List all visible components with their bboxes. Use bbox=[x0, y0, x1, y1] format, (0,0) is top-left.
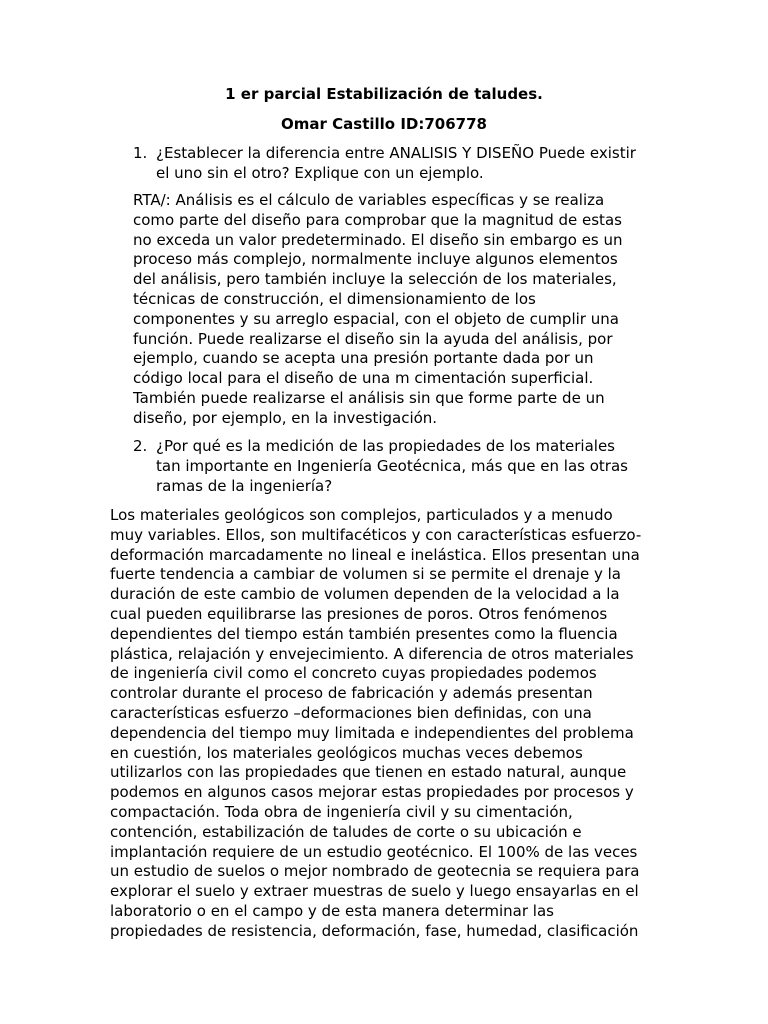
text-line: características esfuerzo –deformaciones bien definidas, con una bbox=[110, 703, 592, 722]
text-line: propiedades de resistencia, deformación, fase, humedad, clasificación bbox=[110, 921, 639, 940]
text-line: podemos en algunos casos mejorar estas propiedades por procesos y bbox=[110, 783, 634, 802]
text-line: ejemplo, cuando se acepta una presión portante dada por un bbox=[133, 349, 594, 368]
document-author: Omar Castillo ID:706778 bbox=[281, 115, 487, 133]
text-line: como parte del diseño para comprobar que la magnitud de estas bbox=[133, 210, 622, 229]
text-line: muy variables. Ellos, son multifacéticos y con características esfuerzo- bbox=[110, 525, 642, 544]
text-line: un estudio de suelos o mejor nombrado de geotecnia se requiera para bbox=[110, 862, 640, 881]
text-line: compactación. Toda obra de ingeniería civil y su cimentación, bbox=[110, 802, 573, 821]
text-line: proceso más complejo, normalmente incluye algunos elementos bbox=[133, 250, 618, 269]
text-line: Los materiales geológicos son complejos, particulados y a menudo bbox=[110, 506, 613, 524]
answer-2 bbox=[110, 506, 641, 942]
text-line: plástica, relajación y envejecimiento. A diferencia de otros materiales bbox=[110, 644, 634, 663]
text-line: en cuestión, los materiales geológicos muchas veces debemos bbox=[110, 743, 583, 762]
text-line: laboratorio o en el campo y de esta manera determinar las bbox=[110, 901, 554, 920]
text-line: También puede realizarse el análisis sin que forme parte de un bbox=[133, 388, 605, 407]
text-line: cual pueden equilibrarse las presiones de poros. Otros fenómenos bbox=[110, 604, 608, 623]
text-line: controlar durante el proceso de fabricación y además presentan bbox=[110, 684, 593, 703]
text-line: implantación requiere de un estudio geotécnico. El 100% de las veces bbox=[110, 842, 638, 861]
text-line: ramas de la ingeniería? bbox=[156, 476, 333, 495]
document-title: 1 er parcial Estabilización de taludes. bbox=[225, 85, 543, 103]
text-line: explorar el suelo y extraer muestras de suelo y luego ensayarlas en el bbox=[110, 882, 639, 901]
question-2-number: 2. bbox=[133, 437, 148, 455]
text-line: del análisis, pero también incluye la selección de los materiales, bbox=[133, 270, 617, 289]
text-line: fuerte tendencia a cambiar de volumen si se permite el drenaje y la bbox=[110, 565, 621, 584]
text-line: RTA/: Análisis es el cálculo de variables específicas y se realiza bbox=[133, 191, 605, 209]
text-line: código local para el diseño de una m cimentación superficial. bbox=[133, 369, 594, 388]
text-line: tan importante en Ingeniería Geotécnica, más que en las otras bbox=[156, 456, 628, 475]
text-line: dependencia del tiempo muy limitada e independientes del problema bbox=[110, 723, 634, 742]
text-line: contención, estabilización de taludes de corte o su ubicación e bbox=[110, 822, 582, 841]
text-line: duración de este cambio de volumen dependen de la velocidad a la bbox=[110, 585, 620, 604]
text-line: función. Puede realizarse el diseño sin la ayuda del análisis, por bbox=[133, 329, 613, 348]
text-line: utilizarlos con las propiedades que tienen en estado natural, aunque bbox=[110, 763, 627, 782]
text-line: el uno sin el otro? Explique con un ejemplo. bbox=[156, 163, 484, 182]
text-line: componentes y su arreglo espacial, con el objeto de cumplir una bbox=[133, 309, 619, 328]
text-line: técnicas de construcción, el dimensionamiento de los bbox=[133, 289, 536, 308]
question-1-number: 1. bbox=[133, 144, 148, 162]
question-1-text bbox=[156, 144, 636, 184]
answer-1 bbox=[133, 191, 623, 429]
text-line: ¿Establecer la diferencia entre ANALISIS Y DISEÑO Puede existir bbox=[156, 144, 636, 162]
text-line: diseño, por ejemplo, en la investigación. bbox=[133, 408, 438, 427]
text-line: no exceda un valor predeterminado. El diseño sin embargo es un bbox=[133, 230, 623, 249]
text-line: ¿Por qué es la medición de las propiedades de los materiales bbox=[156, 437, 616, 455]
question-2-text bbox=[156, 437, 628, 496]
text-line: dependientes del tiempo están también presentes como la fluencia bbox=[110, 624, 618, 643]
text-line: de ingeniería civil como el concreto cuyas propiedades podemos bbox=[110, 664, 597, 683]
text-line: deformación marcadamente no lineal e inelástica. Ellos presentan una bbox=[110, 545, 640, 564]
